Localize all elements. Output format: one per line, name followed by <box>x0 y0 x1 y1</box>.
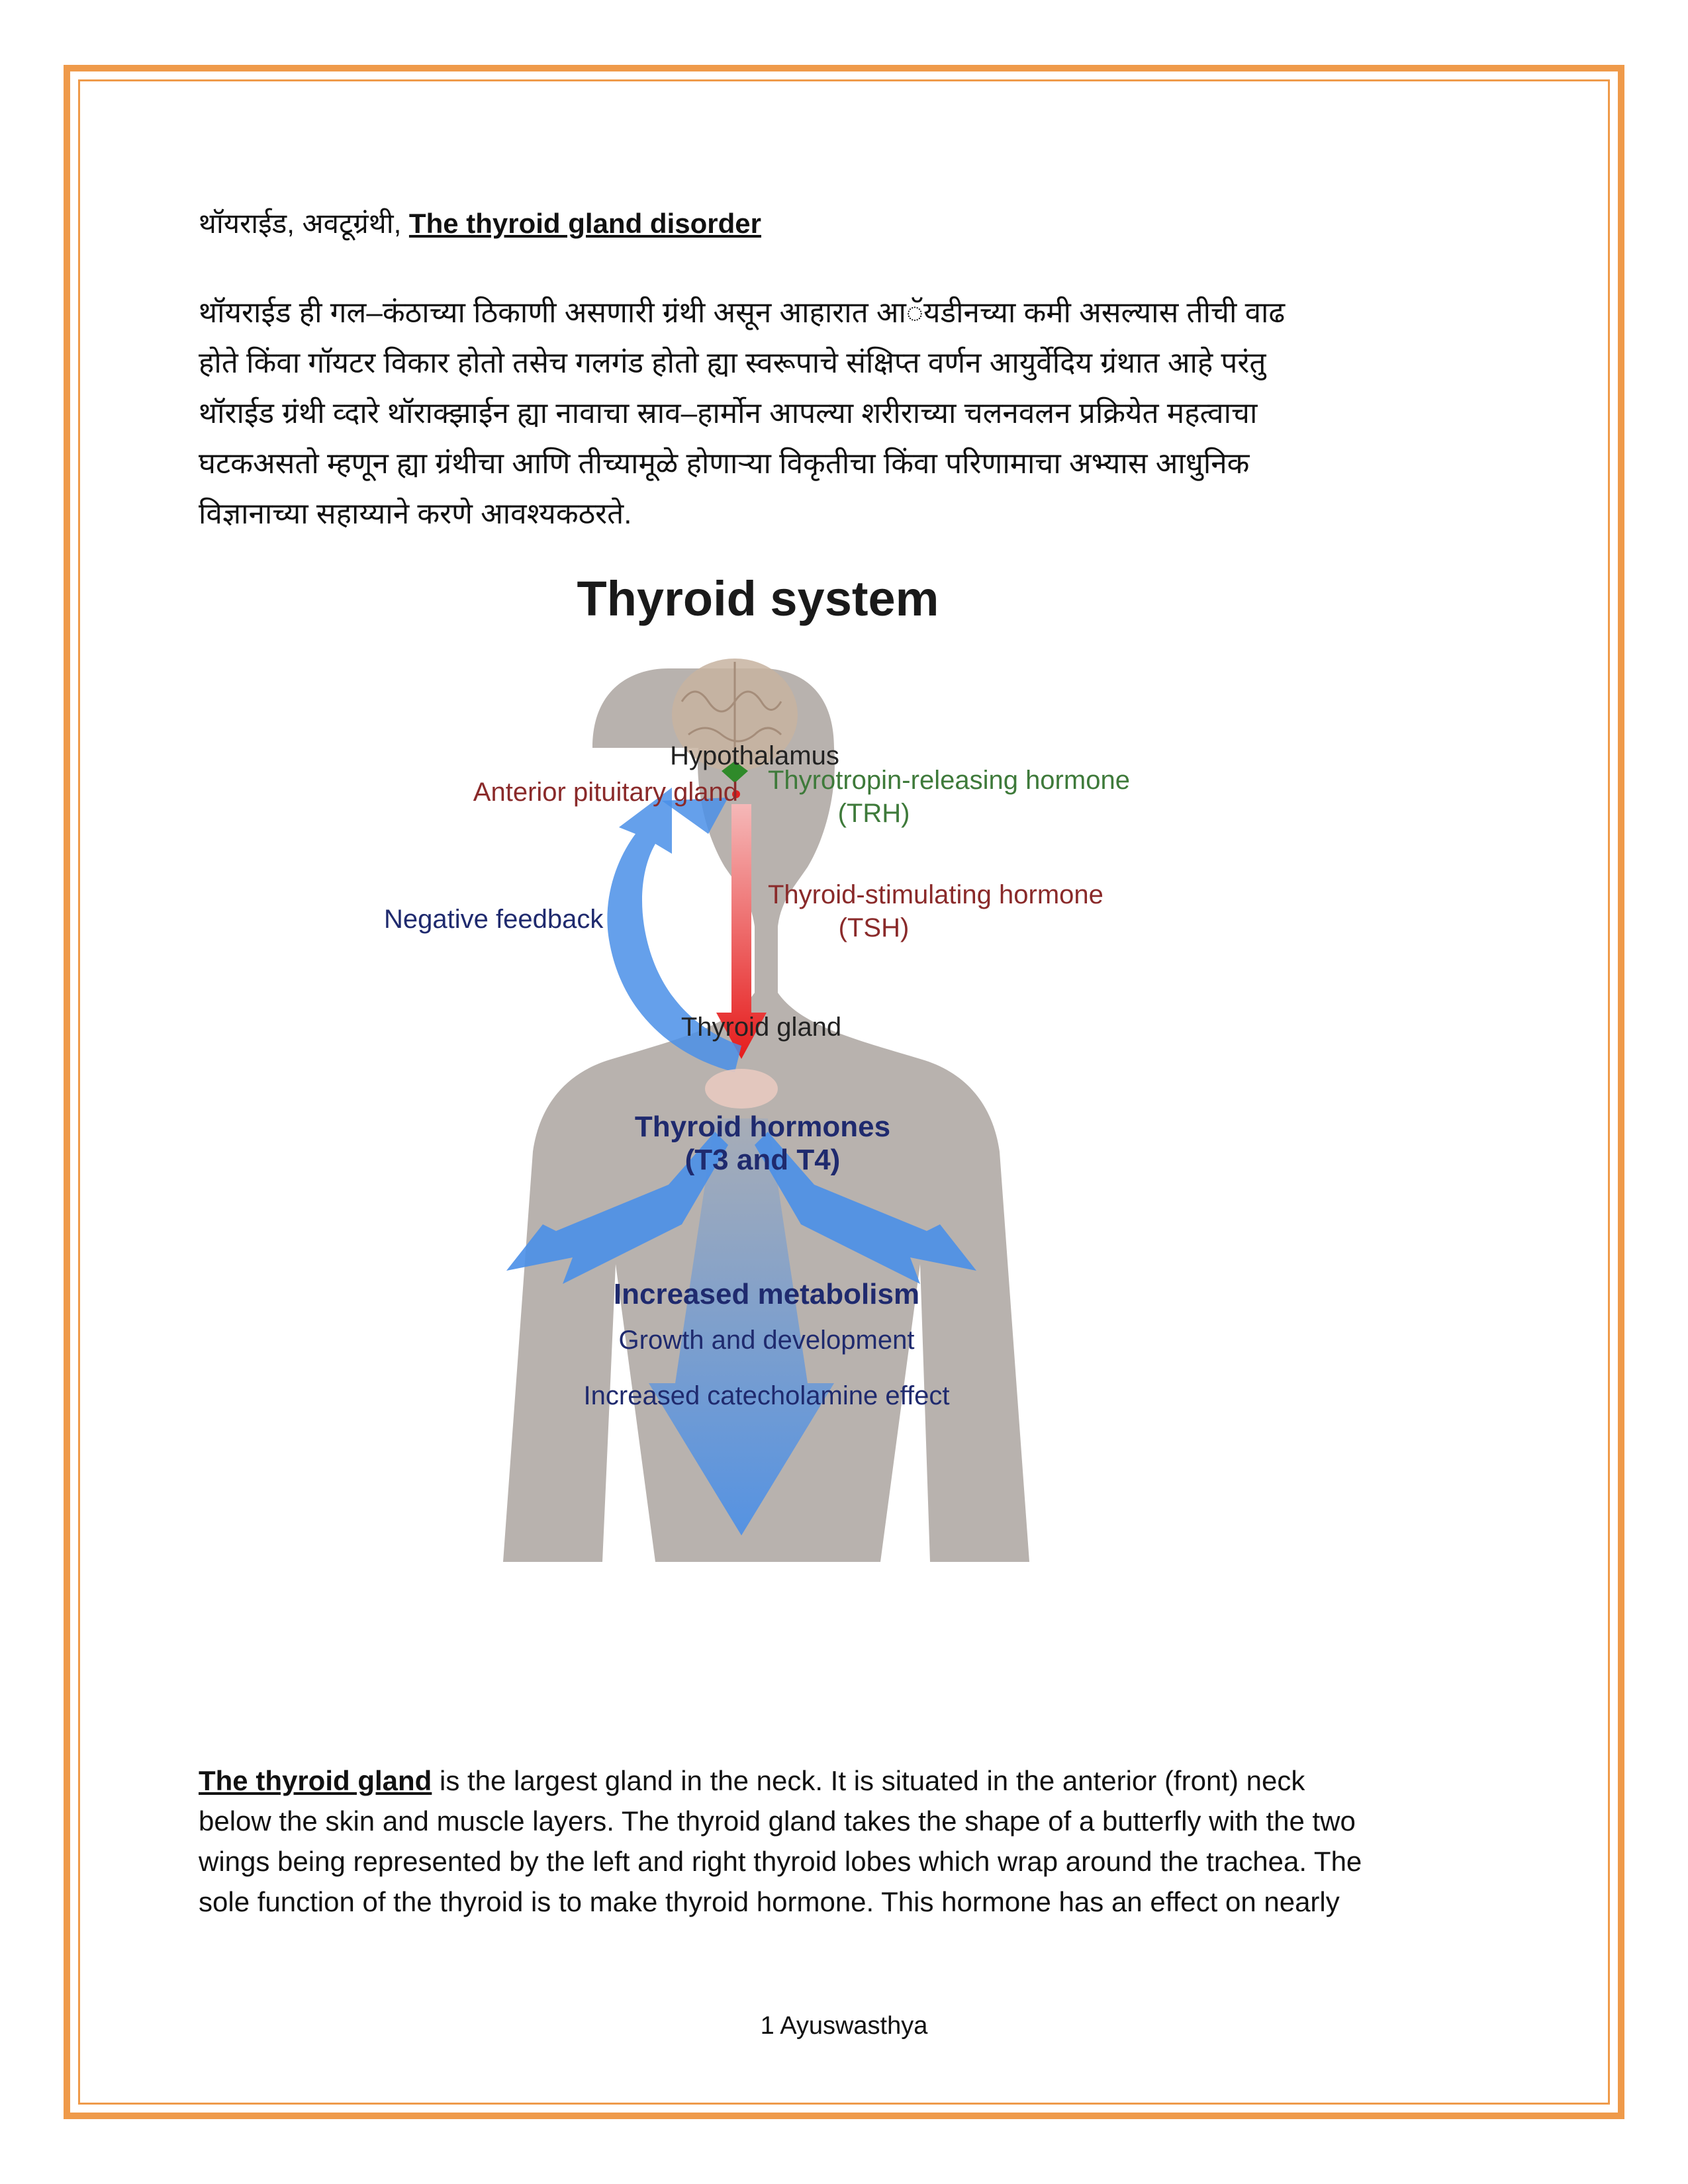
label-tsh-name: Thyroid-stimulating hormone <box>768 880 1103 909</box>
label-negative-feedback: Negative feedback <box>384 905 604 934</box>
heading-english: The thyroid gland disorder <box>408 208 761 239</box>
marathi-line: होते किंवा गॉयटर विकार होतो तसेच गलगंड होतो ह्या स्वरूपाचे संक्षिप्त वर्णन आयुर्वेदिय ग्रंथात आहे परंतु <box>199 347 1266 379</box>
marathi-line: विज्ञानाच्या सहाय्याने करणे आवश्यकठरते. <box>199 498 632 530</box>
label-effect-1: Increased metabolism <box>613 1278 920 1310</box>
page-footer: 1 Ayuswasthya <box>760 2012 928 2040</box>
label-hormones-2: (T3 and T4) <box>684 1144 841 1176</box>
label-tsh-abbr: (TSH) <box>838 913 910 942</box>
thyroid-gland-icon <box>705 1069 778 1109</box>
english-line-1-rest: is the largest gland in the neck. It is situated in the anterior (front) neck <box>432 1765 1305 1796</box>
english-line <box>199 1760 1496 1801</box>
label-trh-name: Thyrotropin-releasing hormone <box>768 766 1130 795</box>
label-effect-2: Growth and development <box>618 1326 915 1355</box>
label-effect-3: Increased catecholamine effect <box>583 1381 950 1410</box>
marathi-line: घटकअसतो म्हणून ह्या ग्रंथीचा आणि तीच्यामूळे होणाऱ्या विकृतीचा किंवा परिणामाचा अभ्यास आधुनिक <box>199 447 1250 480</box>
english-lead: The thyroid gland <box>199 1765 432 1796</box>
label-trh-abbr: (TRH) <box>837 799 910 828</box>
thyroid-system-figure <box>371 569 1132 1575</box>
page-heading <box>199 204 761 242</box>
label-hypothalamus: Hypothalamus <box>670 741 839 770</box>
label-anterior-pituitary: Anterior pituitary gland <box>473 778 738 807</box>
english-line: wings being represented by the left and right thyroid lobes which wrap around the trachea. The <box>199 1846 1362 1877</box>
marathi-line: थॉयराईड ही गल–कंठाच्या ठिकाणी असणारी ग्रंथी असून आहारात आॅयडीनच्या कमी असल्यास तीची वाढ <box>199 296 1286 329</box>
english-line: sole function of the thyroid is to make thyroid hormone. This hormone has an effect on nearly <box>199 1886 1340 1917</box>
marathi-line: थॉराईड ग्रंथी व्दारे थॉराक्झाईन ह्या नावाचा स्राव–हार्मोन आपल्या शरीराच्या चलनवलन प्रक्रियेत महत्वाचा <box>199 397 1258 430</box>
english-paragraph <box>199 1760 1496 1922</box>
english-line: below the skin and muscle layers. The thyroid gland takes the shape of a butterfly with the two <box>199 1805 1356 1837</box>
label-hormones-1: Thyroid hormones <box>634 1111 891 1143</box>
heading-marathi: थॉयराईड, अवटूग्रंथी, <box>199 208 409 239</box>
label-thyroid-gland: Thyroid gland <box>680 1013 842 1042</box>
marathi-paragraph <box>199 288 1496 539</box>
figure-title-text: Thyroid system <box>577 571 939 626</box>
thyroid-system-diagram <box>371 569 1132 1575</box>
